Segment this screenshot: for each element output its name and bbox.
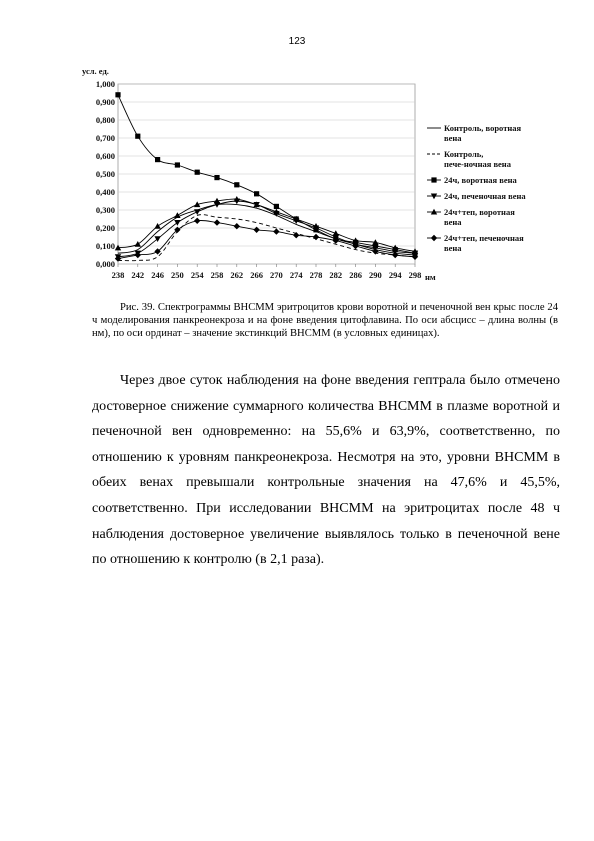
x-tick-label: 294 bbox=[388, 270, 402, 280]
y-tick-label: 0,800 bbox=[95, 115, 115, 125]
x-tick-label: 246 bbox=[151, 270, 164, 280]
y-tick-label: 0,500 bbox=[95, 169, 115, 179]
data-point-series-3 bbox=[254, 191, 259, 196]
data-point-series-5 bbox=[135, 241, 141, 247]
data-point-series-3 bbox=[175, 162, 180, 167]
y-axis-label: усл. ед. bbox=[82, 66, 109, 76]
body-paragraph: Через двое суток наблюдения на фоне введения гептрала было отмечено достоверное снижение суммарного количества ВНСММ в плазме воротной и печеночной вен одновременно: на 55,6% и 63,9%, соответственно, по отношению к уровням панкреонекроза. Несмотря на это, уровни ВНСММ в обеих венах превышали контрольные значения на 47,6% и 45,5%, соответственно. При исследовании ВНСММ на эритроцитах после 48 ч наблюдения достоверное увеличение выявлялось только в печеночной вене по отношению к контролю (в 2,1 раза). bbox=[92, 373, 560, 568]
x-tick-label: 238 bbox=[111, 270, 125, 280]
data-point-series-5 bbox=[333, 230, 339, 236]
x-tick-label: 242 bbox=[131, 270, 145, 280]
data-point-series-6 bbox=[135, 252, 141, 258]
legend-label-3: 24ч, воротная вена bbox=[444, 175, 517, 185]
legend-label-1: Контроль, воротная вена bbox=[444, 123, 522, 143]
data-point-series-4 bbox=[174, 220, 180, 226]
page-number: 123 bbox=[288, 36, 306, 47]
data-point-series-3 bbox=[115, 92, 120, 97]
data-point-series-6 bbox=[234, 223, 240, 229]
y-tick-label: 1,000 bbox=[95, 79, 115, 89]
x-tick-label: 298 bbox=[408, 270, 422, 280]
y-tick-label: 0,400 bbox=[95, 187, 115, 197]
series-line-2 bbox=[118, 215, 415, 261]
y-tick-label: 0,900 bbox=[95, 97, 115, 107]
x-tick-label: 254 bbox=[190, 270, 204, 280]
data-point-series-6 bbox=[313, 234, 319, 240]
y-tick-label: 0,000 bbox=[95, 259, 115, 269]
x-tick-label: 250 bbox=[171, 270, 184, 280]
x-tick-label: 270 bbox=[270, 270, 283, 280]
y-tick-label: 0,700 bbox=[95, 133, 115, 143]
data-point-series-6 bbox=[273, 228, 279, 234]
legend-label-4: 24ч, печеночная вена bbox=[444, 191, 526, 201]
x-axis-label: нм bbox=[425, 272, 436, 282]
x-tick-label: 266 bbox=[250, 270, 263, 280]
x-tick-label: 286 bbox=[349, 270, 362, 280]
figure-caption: Рис. 39. Спектрограммы ВНСММ эритроцитов крови воротной и печеночной вен крыс после 24 ч моделирования панкреонекроза и на фоне введения цитофлавина. По оси абсцисс – длина волны (в нм), по оси ординат – значение экстинкций ВНСММ (в условных единицах). bbox=[92, 302, 558, 340]
x-tick-label: 262 bbox=[230, 270, 244, 280]
data-point-series-4 bbox=[194, 209, 200, 215]
y-tick-label: 0,200 bbox=[95, 223, 115, 233]
spectrogram-chart bbox=[80, 60, 580, 295]
data-point-series-3 bbox=[135, 134, 140, 139]
data-point-series-3 bbox=[234, 182, 239, 187]
data-point-series-3 bbox=[155, 157, 160, 162]
data-point-series-3 bbox=[195, 170, 200, 175]
data-point-series-5 bbox=[174, 212, 180, 218]
legend-label-6: 24ч+теп, печеночная вена bbox=[444, 233, 524, 253]
legend-marker-3 bbox=[431, 177, 436, 182]
x-tick-label: 290 bbox=[369, 270, 382, 280]
data-point-series-6 bbox=[253, 227, 259, 233]
data-point-series-5 bbox=[154, 223, 160, 229]
x-tick-label: 274 bbox=[289, 270, 303, 280]
y-tick-label: 0,300 bbox=[95, 205, 115, 215]
legend-marker-6 bbox=[431, 235, 437, 241]
y-tick-label: 0,100 bbox=[95, 241, 115, 251]
x-tick-label: 278 bbox=[309, 270, 323, 280]
data-point-series-6 bbox=[194, 218, 200, 224]
x-tick-label: 258 bbox=[210, 270, 224, 280]
data-point-series-6 bbox=[214, 219, 220, 225]
x-tick-label: 282 bbox=[329, 270, 343, 280]
legend-label-2: Контроль, пече-ночная вена bbox=[444, 149, 511, 169]
y-tick-label: 0,600 bbox=[95, 151, 115, 161]
data-point-series-3 bbox=[214, 175, 219, 180]
data-point-series-3 bbox=[274, 204, 279, 209]
legend-label-5: 24ч+теп, воротная вена bbox=[444, 207, 515, 227]
